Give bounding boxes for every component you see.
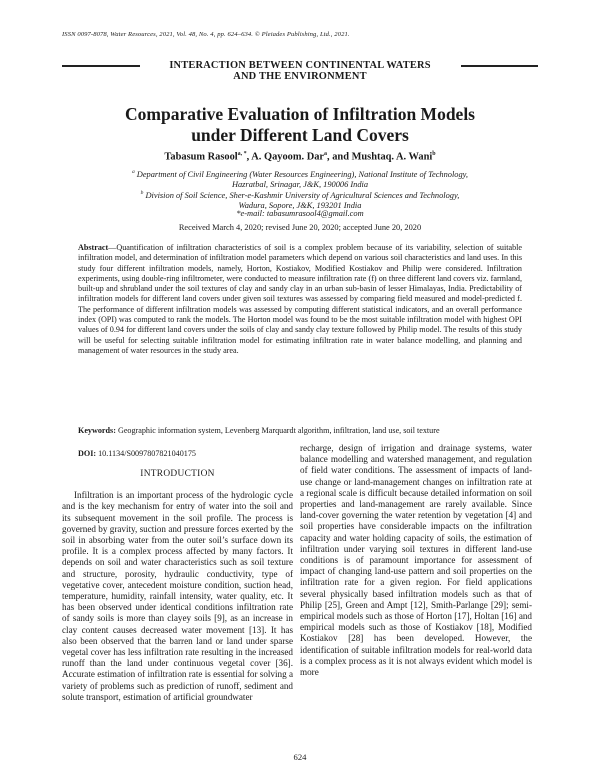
column-left <box>62 462 293 703</box>
keywords <box>78 426 522 436</box>
doi <box>78 449 196 458</box>
journal-citation: ISSN 0097-8078, Water Resources, 2021, Vol. 48, No. 4, pp. 624–634. © Pleiades Publishing, Ltd., 2021. <box>62 31 350 38</box>
affiliation-b-line2: Wadura, Sopore, J&K, 193201 India <box>238 201 362 211</box>
abstract-label: Abstract <box>78 243 109 252</box>
author-name: Mushtaq. A. Wani <box>351 151 433 163</box>
page-number: 624 <box>293 752 307 762</box>
paper-title <box>0 104 600 146</box>
affiliation-b-line1: Division of Soil Science, Sher-e-Kashmir University of Agricultural Sciences and Technology, <box>143 190 460 200</box>
section-heading <box>0 60 600 82</box>
author-name: Tabasum Rasool <box>164 151 238 163</box>
doi-text: 10.1134/S0097807821040175 <box>96 449 196 458</box>
abstract-text: —Quantification of infiltration characteristics of soil is a complex problem because of its variability, selection of suitable infiltration model, and determination of infiltration model parameters which depend on various soil characteristics and land uses. In this study four different infiltration models, namely, Horton, Kostiakov, Modified Kostiakov and Philip were considered. Infiltration experiments, using double-ring infiltrometer, were conducted to measure infiltration rate (f) on three different land covers viz. farmland, built-up and shrubland under the soil textures of clay and sandy clay in an urban sub-basin of lesser Himalayas, India. Predictability of infiltration models for different land covers under given soil textures was assessed by comparing field measured and model-predicted f. The performance of different infiltration models was assessed by computing different statistical indicators, and an overall performance index (OPI) was computed to rank the models. The Horton model was found to be the most suitable infiltration model with highest OPI values of 0.94 for different land covers under the soils of clay and sandy clay texture followed by Philip model. The results of this study will be useful for selecting suitable infiltration model for estimating infiltration rate in water balance modelling, and planning and management of water resources in the study area. <box>78 243 522 355</box>
intro-paragraph-right: recharge, design of irrigation and drainage systems, water balance modelling and watershed management, and regulation of field water conditions. The assessment of impacts of land-use change or land-management changes on infiltration rate at a regional scale is difficult because detailed information on soil properties and land-management are rarely available. Since land-cover governing the water retention by vegetation [4] and soil properties have considerable impacts on the infiltration capacity and water holding capacity of soils, the estimation of infiltration under varying soil textures in different land-use conditions is of paramount importance for assessment of impact of changing land-use pattern and soil properties on the infiltration rate for a given region. For field applications several physically based infiltration models such as that of Philip [25], Green and Ampt [12], Smith-Parlange [29]; semi-empirical models such as those of Horton [17], Holtan [16] and empirical models such as those of Kostiakov [18], Modified Kostiakov [28] has been developed. However, the identification of suitable infiltration models for real-world data is a complex process as it is not always evident which model is more <box>300 443 532 678</box>
author-name: A. Qayoom. Dar <box>251 151 325 163</box>
received-dates: Received March 4, 2020; revised June 20, 2020; accepted June 20, 2020 <box>178 223 422 232</box>
doi-label: DOI: <box>78 449 97 458</box>
authors: Tabasum Rasool$^{a, *}$, A. Qayoom. Dar$^a$, and Mushtaq. A. Wani$^b$ <box>164 151 436 163</box>
affiliation-a-line1: Department of Civil Engineering (Water Resources Engineering), National Institute of Technology, <box>134 169 469 179</box>
author-affil-sup: a <box>324 151 328 157</box>
affiliation-sup: b <box>140 190 144 196</box>
section-heading-line1: INTERACTION BETWEEN CONTINENTAL WATERS <box>169 60 431 71</box>
intro-paragraph-left: Infiltration is an important process of the hydrologic cycle and is the key mechanism for entry of water into the soil and its subsequent movement in the soil profile. The process is governed by gravity, suction and pressure forces exerted by the soil in absorbing water from the outer soil’s surface down its profile. It is a complex process affected by many factors. It depends on soil and water characteristics such as soil texture and structure, porosity, hydraulic conductivity, type of vegetative cover, antecedent moisture condition, suction head, temperature, humidity, rainfall intensity, water quality, etc. It has been observed under identical conditions infiltration rate of sandy soils is more than clayey soils [9], as an increase in clay content causes decreased water movement [13]. It has also been observed that the barren land or land under sparse vegetal cover has less infiltration rate resulting in the increased runoff than the land under continuous vegetal cover [36]. Accurate estimation of infiltration rate is essential for solving a variety of problems such as prediction of runoff, sediment and solute transport, estimation of artificial groundwater <box>62 490 293 702</box>
affiliation-sup: a <box>131 169 135 175</box>
title-line2: under Different Land Covers <box>191 125 409 145</box>
column-right <box>300 443 532 678</box>
section-heading-line2: AND THE ENVIRONMENT <box>233 71 367 82</box>
author-affil-sup: b <box>432 151 436 157</box>
keywords-text: Geographic information system, Levenberg Marquardt algorithm, infiltration, land use, soil texture <box>115 426 440 435</box>
author-affil-sup: a, * <box>237 151 247 157</box>
keywords-label: Keywords: <box>78 426 116 435</box>
author-email: *e-mail: tabasumrasool4@gmail.com <box>236 209 364 218</box>
title-line1: Comparative Evaluation of Infiltration Models <box>125 104 475 124</box>
abstract <box>78 243 522 356</box>
introduction-heading: INTRODUCTION <box>140 469 215 479</box>
affiliation-a-line2: Hazratbal, Srinagar, J&K, 190006 India <box>231 180 369 190</box>
